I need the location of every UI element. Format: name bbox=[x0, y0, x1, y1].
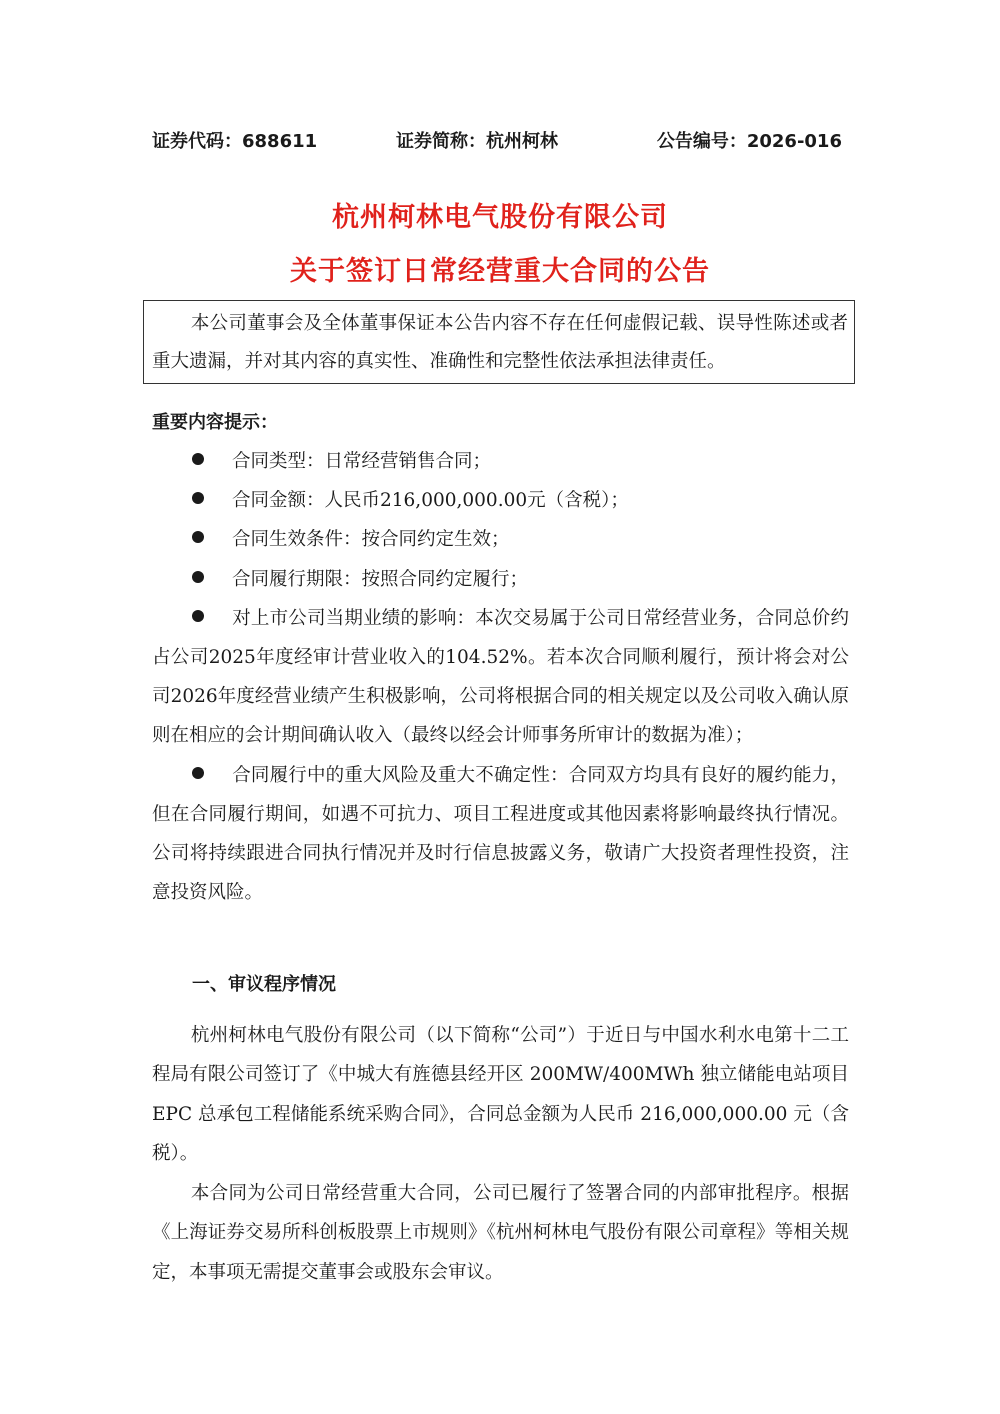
list-item bbox=[152, 481, 849, 520]
section-heading: 一、审议程序情况 bbox=[192, 974, 336, 995]
key-point-text: 合同履行中的重大风险及重大不确定性：合同双方均具有良好的履约能力，但在合同履行期间，如遇不可抗力、项目工程进度或其他因素将影响最终执行情况。公司将持续跟进合同执行情况并及时行信息披露义务，敬请广大投资者理性投资，注意投资风险。 bbox=[152, 764, 849, 904]
bullet-icon bbox=[192, 767, 204, 779]
key-point-text: 合同类型：日常经营销售合同； bbox=[232, 451, 492, 472]
bullet-icon bbox=[192, 610, 204, 622]
disclaimer-text: 本公司董事会及全体董事保证本公告内容不存在任何虚假记载、误导性陈述或者重大遗漏，并对其内容的真实性、准确性和完整性依法承担法律责任。 bbox=[152, 313, 848, 372]
bullet-icon bbox=[192, 453, 204, 465]
bullet-icon bbox=[192, 531, 204, 543]
announcement-number: 公告编号：2026-016 bbox=[656, 131, 842, 152]
document-header bbox=[152, 128, 842, 156]
list-item bbox=[152, 560, 849, 599]
bullet-icon bbox=[192, 571, 204, 583]
list-item bbox=[152, 756, 849, 913]
key-points-list bbox=[152, 442, 849, 912]
key-points-heading: 重要内容提示： bbox=[152, 412, 278, 433]
key-point-text: 对上市公司当期业绩的影响：本次交易属于公司日常经营业务，合同总价约占公司2025年度经审计营业收入的104.52%。若本次合同顺利履行，预计将会对公司2026年度经营业绩产生积极影响，公司将根据合同的相关规定以及公司收入确认原则在相应的会计期间确认收入（最终以经会计师事务所审计的数据为准）； bbox=[152, 607, 849, 747]
stock-short-name: 证券简称：杭州柯林 bbox=[396, 131, 558, 152]
stock-code: 证券代码：688611 bbox=[152, 131, 318, 152]
disclaimer-box bbox=[143, 300, 855, 384]
bullet-icon bbox=[192, 492, 204, 504]
list-item bbox=[152, 599, 849, 756]
announcement-title: 关于签订日常经营重大合同的公告 bbox=[290, 256, 710, 287]
list-item bbox=[152, 520, 849, 559]
key-point-text: 合同履行期限：按照合同约定履行； bbox=[232, 568, 529, 590]
body-paragraph: 本合同为公司日常经营重大合同，公司已履行了签署合同的内部审批程序。根据《上海证券交易所科创板股票上市规则》《杭州柯林电气股份有限公司章程》等相关规定，本事项无需提交董事会或股东会审议。 bbox=[152, 1183, 849, 1283]
key-point-text: 合同生效条件：按合同约定生效； bbox=[232, 529, 510, 551]
list-item bbox=[152, 442, 849, 481]
company-title: 杭州柯林电气股份有限公司 bbox=[332, 202, 668, 233]
key-point-text: 合同金额：人民币216,000,000.00元（含税）； bbox=[232, 490, 629, 512]
body-paragraph: 杭州柯林电气股份有限公司（以下简称“公司”）于近日与中国水利水电第十二工程局有限公司签订了《中城大有旌德县经开区 200MW/400MWh 独立储能电站项目 EPC 总承包工程储能系统采购合同》，合同总金额为人民币 216,000,000.00 元（含税）。 bbox=[152, 1025, 849, 1164]
